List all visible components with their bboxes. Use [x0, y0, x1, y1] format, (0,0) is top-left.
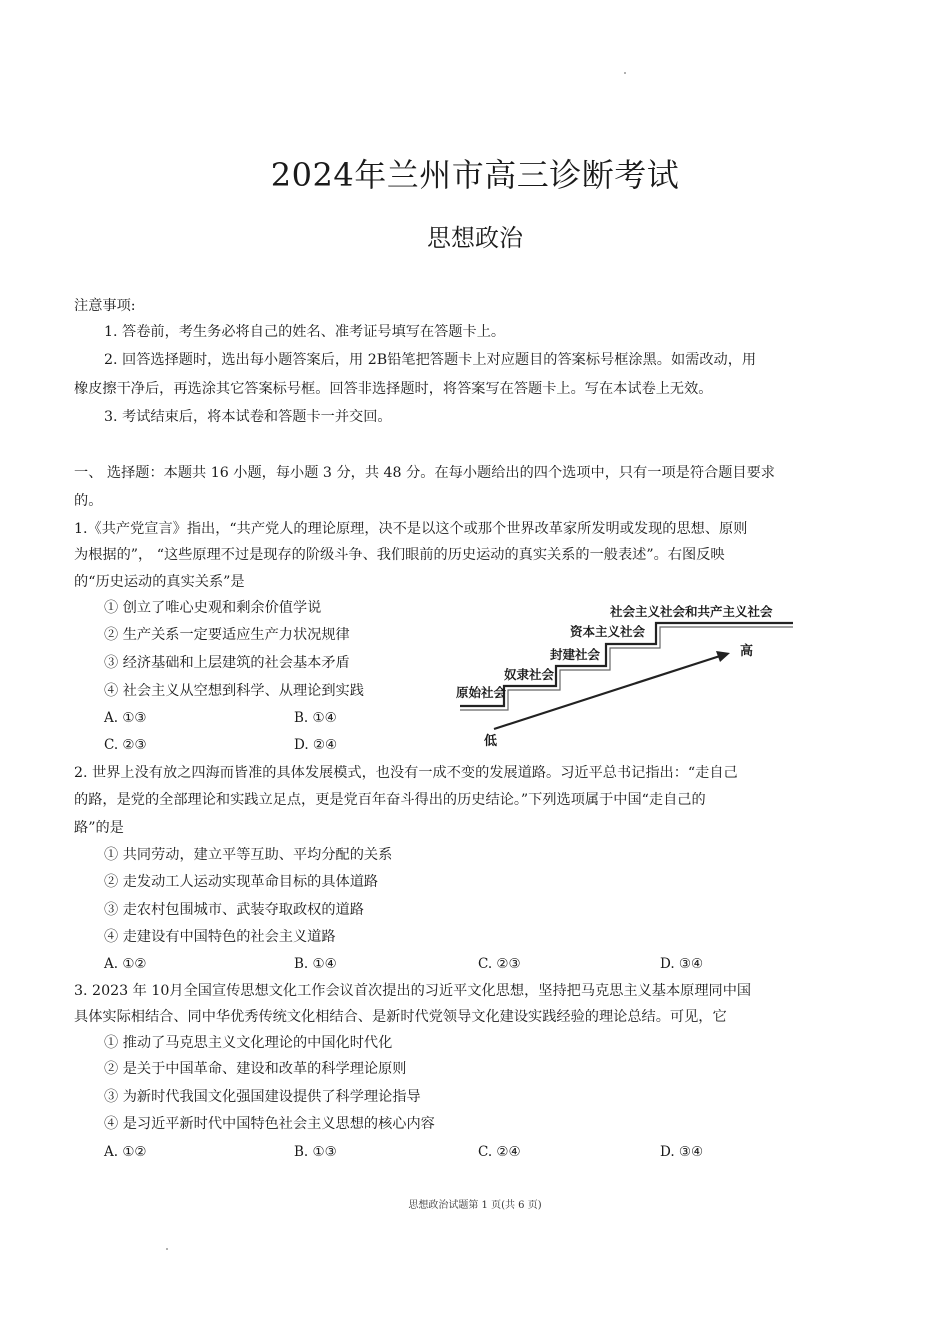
option-c: C. ②④	[478, 1144, 521, 1160]
notice-heading: 注意事项:	[74, 298, 136, 314]
speck-mark	[624, 72, 626, 74]
option-d: D. ③④	[660, 1144, 704, 1160]
option-b: B. ①③	[294, 1144, 337, 1160]
option-d: D. ②④	[294, 737, 338, 753]
notice-item: 2. 回答选择题时，选出每小题答案后，用 2B铅笔把答题卡上对应题目的答案标号框涂黑。如需改动，用	[104, 352, 757, 368]
arrow-head-icon	[716, 651, 730, 662]
option-c: C. ②③	[478, 956, 521, 972]
stair-label: 原始社会	[456, 685, 507, 700]
notice-item: 橡皮擦干净后，再选涂其它答案标号框。回答非选择题时，将答案写在答题卡上。写在本试卷上无效。	[74, 381, 713, 397]
question-stem: 2. 世界上没有放之四海而皆准的具体发展模式，也没有一成不变的发展道路。习近平总书记指出：“走自己	[74, 765, 738, 781]
question-stem: 为根据的”， “这些原理不过是现存的阶级斗争、我们眼前的历史运动的真实关系的一般表述”。右图反映	[74, 547, 725, 563]
option-b: B. ①④	[294, 956, 337, 972]
high-label: 高	[740, 644, 754, 659]
option-a: A. ①③	[104, 710, 147, 726]
history-stairs-figure	[448, 596, 808, 752]
stair-label: 封建社会	[550, 647, 601, 662]
statement: ④ 走建设有中国特色的社会主义道路	[104, 929, 336, 945]
notice-item: 1. 答卷前，考生务必将自己的姓名、准考证号填写在答题卡上。	[104, 324, 506, 340]
question-stem: 的路，是党的全部理论和实践立足点，更是党百年奋斗得出的历史结论。”下列选项属于中国“走自己的	[74, 792, 706, 808]
statement: ② 走发动工人运动实现革命目标的具体道路	[104, 874, 379, 890]
page-title: 2024年兰州市高三诊断考试	[270, 156, 680, 194]
section-heading: 一、 选择题：本题共 16 小题，每小题 3 分，共 48 分。在每小题给出的四个选项中，只有一项是符合题目要求	[74, 465, 775, 481]
question-stem: 具体实际相结合、同中华优秀传统文化相结合、是新时代党领导文化建设实践经验的理论总结。可见，它	[74, 1009, 727, 1025]
section-heading: 的。	[74, 493, 103, 509]
stair-label: 资本主义社会	[570, 624, 646, 639]
question-stem: 3. 2023 年 10月全国宣传思想文化工作会议首次提出的习近平文化思想，坚持把马克思主义基本原理同中国	[74, 983, 752, 999]
notice-item: 3. 考试结束后，将本试卷和答题卡一并交回。	[104, 409, 392, 425]
question-stem: 1.《共产党宣言》指出，“共产党人的理论原理，决不是以这个或那个世界改革家所发明或发现的思想、原则	[74, 521, 748, 537]
statement: ② 生产关系一定要适应生产力状况规律	[104, 627, 350, 643]
low-label: 低	[484, 734, 498, 749]
page-footer: 思想政治试题第 1 页(共 6 页)	[408, 1200, 542, 1211]
option-b: B. ①④	[294, 710, 337, 726]
statement: ① 创立了唯心史观和剩余价值学说	[104, 600, 322, 616]
statement: ③ 走农村包围城市、武装夺取政权的道路	[104, 902, 364, 918]
option-c: C. ②③	[104, 737, 147, 753]
subject-title: 思想政治	[427, 224, 523, 252]
statement: ① 推动了马克思主义文化理论的中国化时代化	[104, 1035, 393, 1051]
stair-label: 社会主义社会和共产主义社会	[610, 604, 773, 619]
statement: ① 共同劳动，建立平等互助、平均分配的关系	[104, 847, 393, 863]
statement: ③ 经济基础和上层建筑的社会基本矛盾	[104, 655, 350, 671]
statement: ④ 是习近平新时代中国特色社会主义思想的核心内容	[104, 1116, 435, 1132]
statement: ④ 社会主义从空想到科学、从理论到实践	[104, 683, 364, 699]
option-a: A. ①②	[104, 956, 147, 972]
speck-mark	[166, 1248, 168, 1250]
statement: ② 是关于中国革命、建设和改革的科学理论原则	[104, 1061, 407, 1077]
question-stem: 的“历史运动的真实关系”是	[74, 574, 245, 590]
statement: ③ 为新时代我国文化强国建设提供了科学理论指导	[104, 1089, 421, 1105]
question-stem: 路”的是	[74, 820, 124, 836]
option-d: D. ③④	[660, 956, 704, 972]
stair-label: 奴隶社会	[504, 667, 555, 682]
option-a: A. ①②	[104, 1144, 147, 1160]
